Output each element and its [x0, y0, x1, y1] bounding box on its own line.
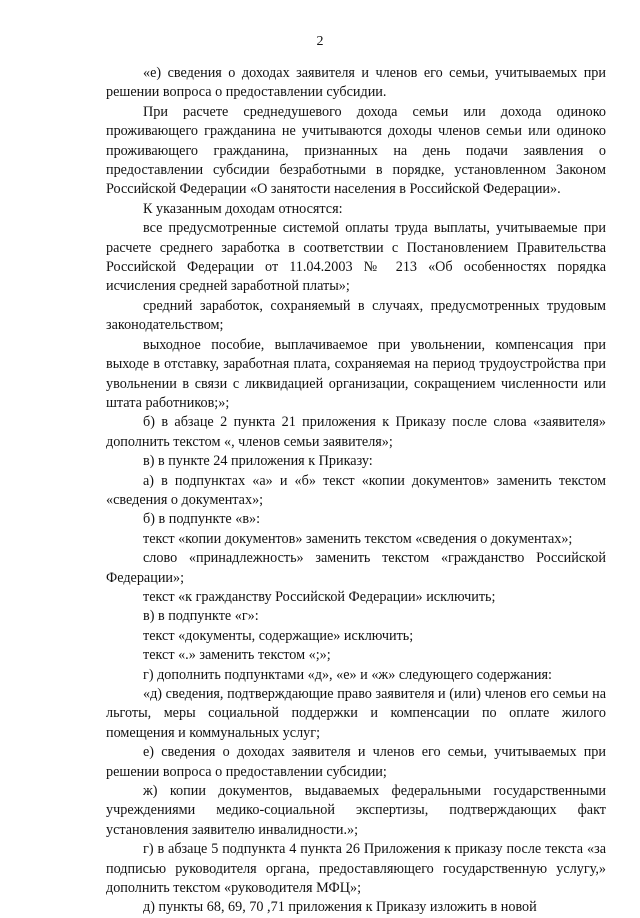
- paragraph: «д) сведения, подтверждающие право заявителя и (или) членов его семьи на льготы, меры социальной поддержки и компенсации по оплате жилого помещения и коммунальных услуг;: [106, 686, 606, 741]
- paragraph: ж) копии документов, выдаваемых федеральными государственными учреждениями медико-социальной экспертизы, подтверждающих факт установления заявителю инвалидности.»;: [106, 783, 606, 838]
- paragraph: текст «документы, содержащие» исключить;: [143, 627, 414, 644]
- paragraph: текст «к гражданству Российской Федерации» исключить;: [143, 588, 496, 605]
- paragraph: б) в абзаце 2 пункта 21 приложения к Приказу после слова «заявителя» дополнить текстом «, членов семьи заявителя»;: [106, 414, 606, 450]
- paragraph: текст «копии документов» заменить текстом «сведения о документах»;: [143, 530, 573, 547]
- document-body: [106, 64, 606, 918]
- paragraph: е) сведения о доходах заявителя и членов его семьи, учитываемых при решении вопроса о предоставлении субсидии;: [106, 744, 606, 780]
- page-number: 2: [316, 34, 324, 49]
- paragraph: в) в пункте 24 приложения к Приказу:: [143, 453, 373, 470]
- paragraph: г) в абзаце 5 подпункта 4 пункта 26 Приложения к приказу после текста «за подписью руководителя органа, предоставляющего государственную услугу,» дополнить текстом «руководителя МФЦ»;: [106, 841, 606, 897]
- paragraph: средний заработок, сохраняемый в случаях, предусмотренных трудовым законодательством;: [106, 297, 606, 334]
- paragraph: д) пункты 68, 69, 70 ,71 приложения к Приказу изложить в новой: [143, 899, 537, 916]
- paragraph: К указанным доходам относятся:: [143, 200, 343, 217]
- paragraph: текст «.» заменить текстом «;»;: [143, 647, 331, 664]
- paragraph: в) в подпункте «г»:: [143, 608, 259, 625]
- paragraph: слово «принадлежность» заменить текстом «гражданство Российской Федерации»;: [106, 550, 606, 586]
- paragraph: б) в подпункте «в»:: [143, 511, 261, 528]
- paragraph: выходное пособие, выплачиваемое при увольнении, компенсация при выходе в отставку, заработная плата, сохраняемая на период трудоустройства при увольнении в связи с ликвидацией организации, сокращением численности или штата работников;»;: [106, 336, 606, 411]
- paragraph: г) дополнить подпунктами «д», «е» и «ж» следующего содержания:: [143, 666, 552, 683]
- paragraph: «е) сведения о доходах заявителя и членов его семьи, учитываемых при решении вопроса о предоставлении субсидии.: [106, 65, 606, 101]
- paragraph: При расчете среднедушевого дохода семьи или дохода одиноко проживающего гражданина не учитываются доходы членов семьи или одиноко проживающего гражданина, признанных на день подачи заявления о предоставлении субсидии безработными в порядке, установленном Законом Российской Федерации «О занятости населения в Российской Федерации».: [106, 103, 606, 198]
- paragraph: а) в подпунктах «а» и «б» текст «копии документов» заменить текстом «сведения о документах»;: [106, 472, 606, 508]
- paragraph: все предусмотренные системой оплаты труда выплаты, учитываемые при расчете среднего заработка в соответствии с Постановлением Правительства Российской Федерации от 11.04.2003 № 213 «Об особенностях порядка исчисления средней заработной платы»;: [106, 220, 606, 295]
